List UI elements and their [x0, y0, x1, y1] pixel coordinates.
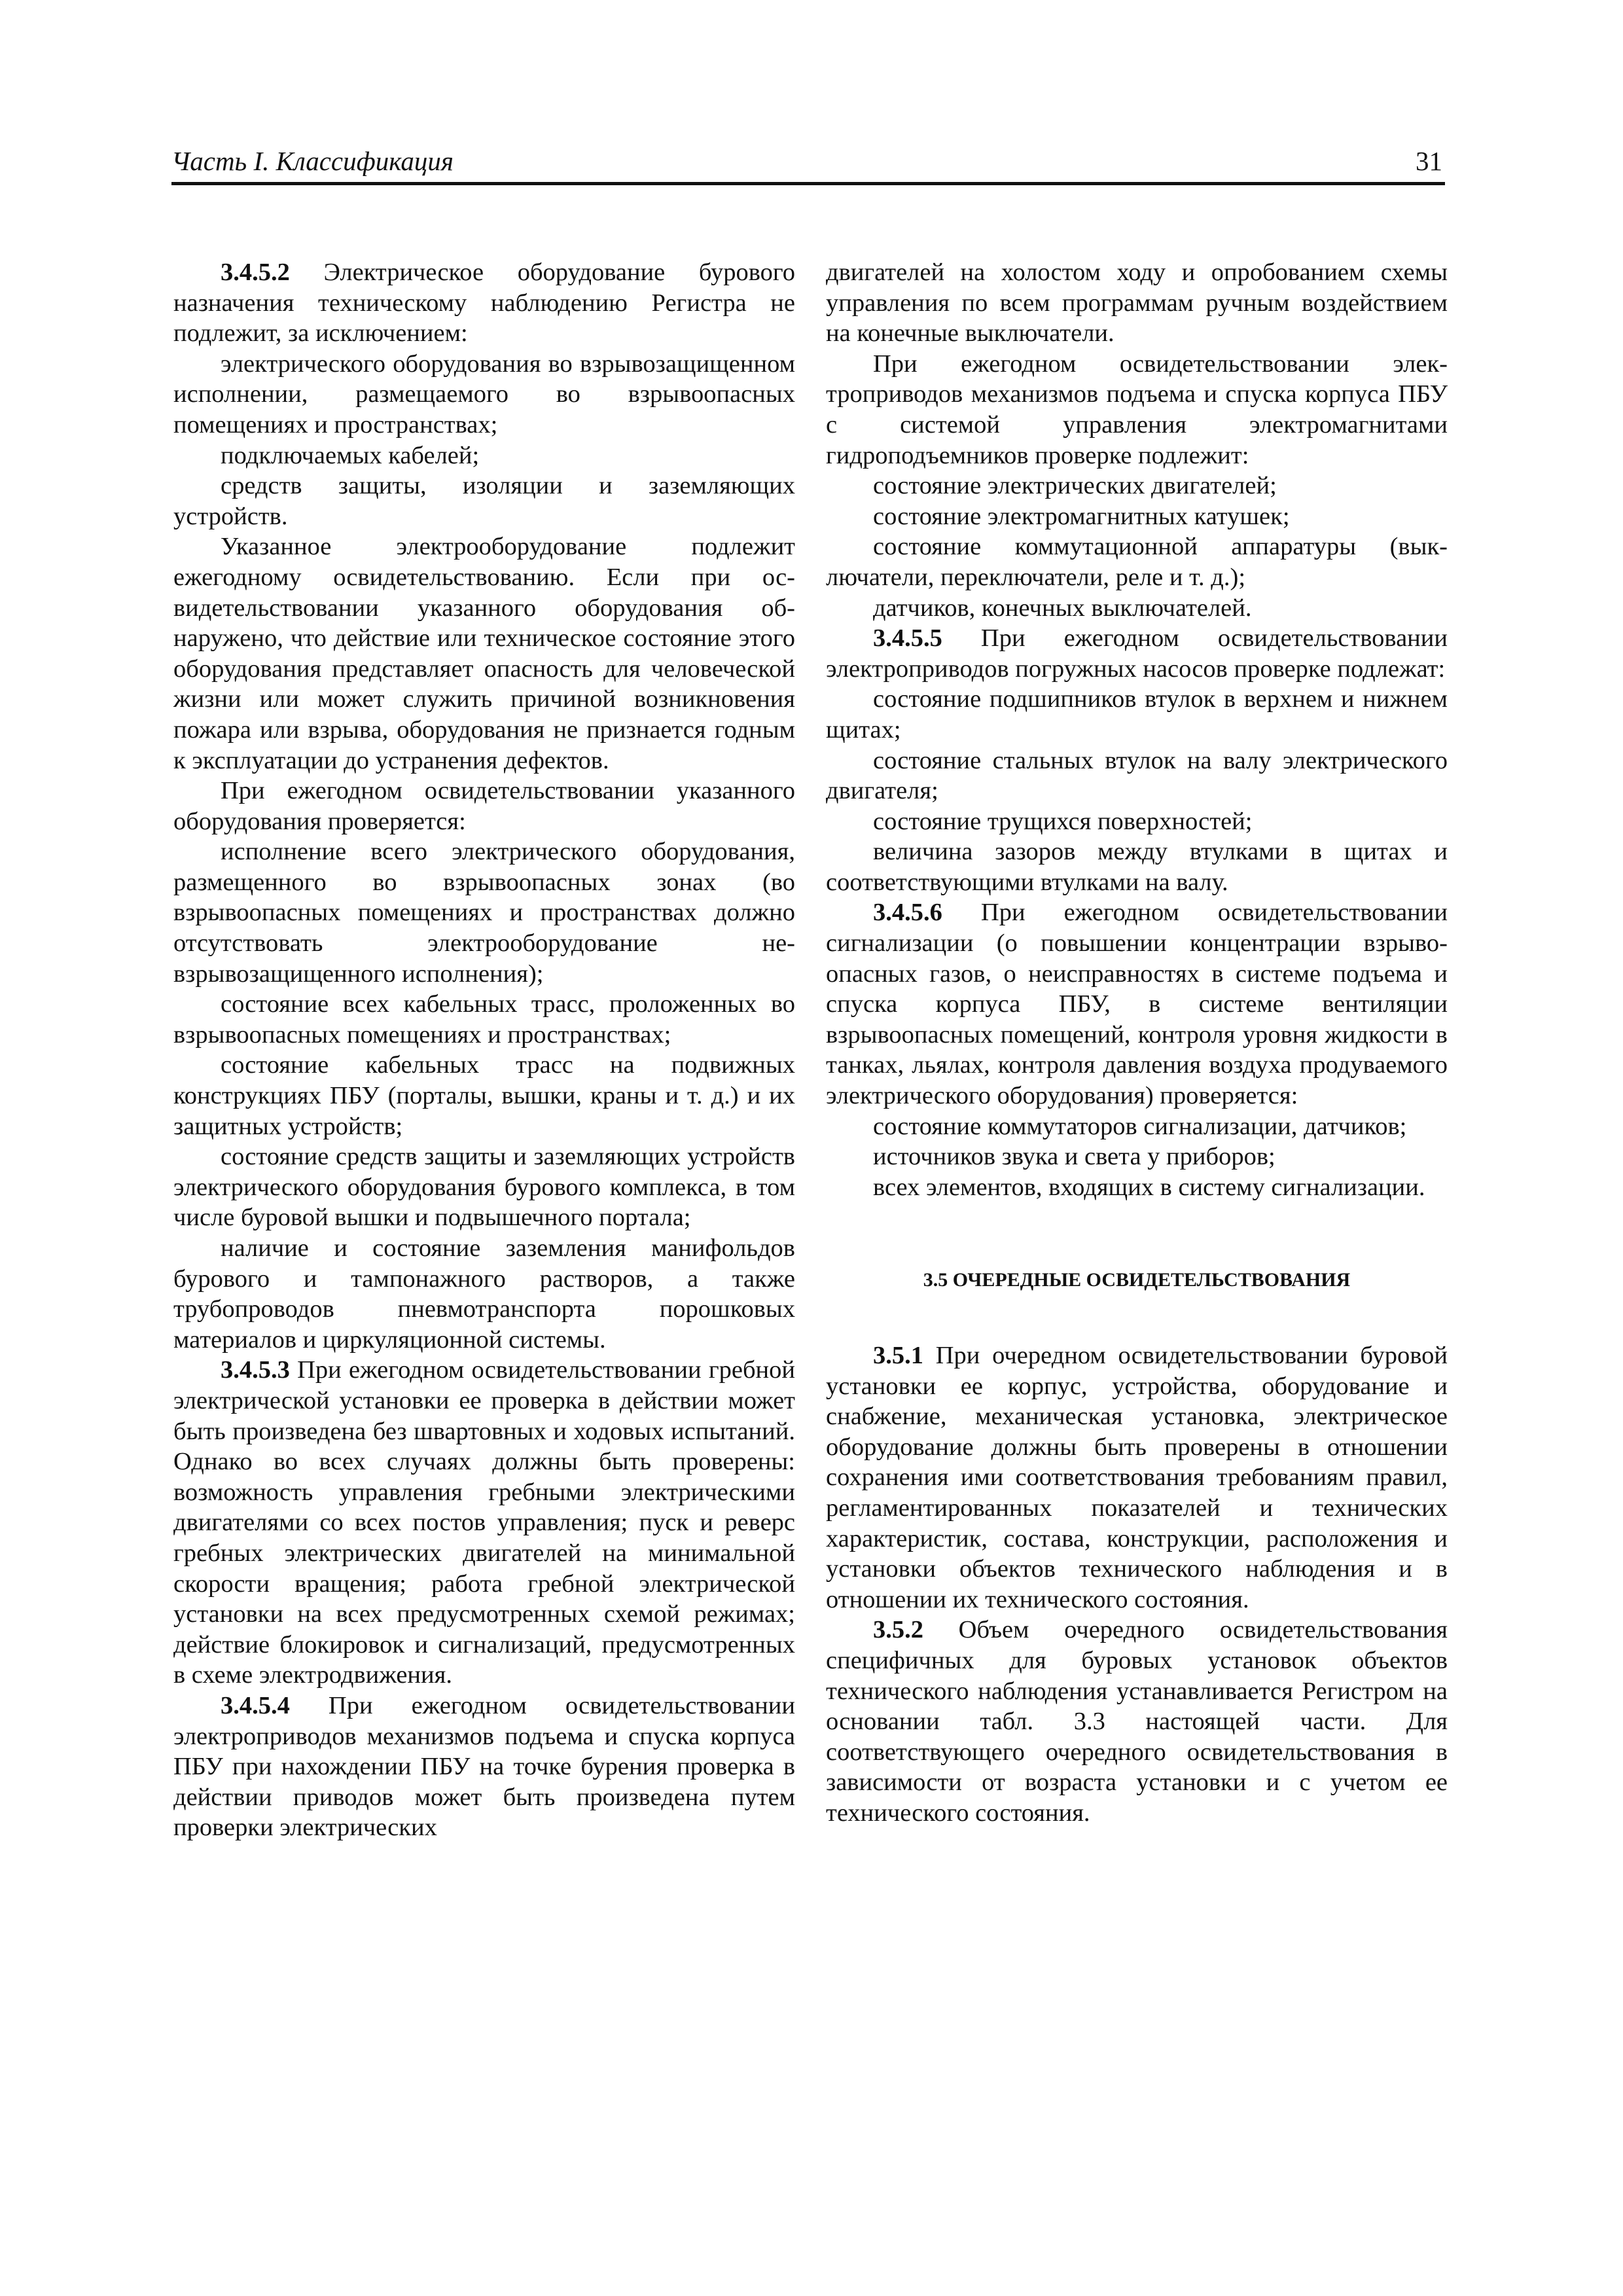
paragraph-text: При ежегодном освидетельствовании сигнализации (о повышении концентрации взрывоопасных газов, о неисправностях в системе подъема и спуска корпуса ПБУ, в системе вентиляции взрывоопасных помещений, контроля уровня жидкости в танках, льялах, контроля давления воздуха продуваемого электрического оборудования) проверяется: — [826, 899, 1448, 1110]
paragraph-text: При ежегодном освидетельствовании указанного оборудования проверяется: — [173, 777, 795, 835]
paragraph-text: двигателей на холостом ходу и опробованием схемы управления по всем программам ручным воздействием на конечные выключатели. — [826, 259, 1448, 348]
numbered-paragraph — [173, 1355, 795, 1691]
paragraph — [826, 1172, 1448, 1203]
paragraph — [173, 349, 795, 440]
paragraph-text: При очередном освидетельствовании буровой установки ее корпус, устройства, оборудование и снабжение, механическая установка, электрическое оборудование должны быть проверены в отношении сохранения ими соответствования требованиям правил, регламентированных показателей и технических характеристик, состава, конструкции, расположения и установки объектов технического наблюдения и в отношении их технического состояния. — [826, 1342, 1448, 1613]
paragraph-text: Объем очередного освидетельствования специфичных для буровых установок объектов технического наблюдения устанавливается Регистром на основании табл. 3.3 настоящей части. Для соответствующего очередного освидетельствования в зависимости от возраста установки и с учетом ее технического состояния. — [826, 1616, 1448, 1827]
paragraph-text: состояние коммутаторов сигнализации, датчиков; — [873, 1112, 1407, 1140]
clause-number: 3.5.2 — [873, 1616, 923, 1644]
paragraph-text: состояние трущихся поверхностей; — [873, 807, 1253, 835]
right-column — [826, 257, 1448, 1829]
paragraph — [173, 836, 795, 989]
paragraph — [173, 531, 795, 776]
paragraph — [826, 501, 1448, 532]
paragraph-text: состояние электрических двигателей; — [873, 472, 1277, 500]
clause-number: 3.4.5.4 — [221, 1691, 290, 1719]
numbered-paragraph — [826, 623, 1448, 684]
paragraph — [826, 1141, 1448, 1172]
paragraph — [826, 349, 1448, 471]
clause-number: 3.4.5.5 — [873, 624, 942, 653]
paragraph — [826, 257, 1448, 349]
paragraph — [826, 836, 1448, 897]
paragraph-text: При ежегодном освидетельствовании электроприводов механизмов подъема и спуска корпуса ПБУ с системой управления электромагнитами гидроподъемников проверке подлежит: — [826, 350, 1448, 469]
paragraph-text: состояние коммутационной аппаратуры (выключатели, переключатели, реле и т. д.); — [826, 533, 1448, 591]
clause-number: 3.5.1 — [873, 1342, 923, 1369]
paragraph-text: состояние электромагнитных катушек; — [873, 502, 1290, 530]
page-number: 31 — [1416, 146, 1442, 176]
paragraph — [173, 1233, 795, 1355]
paragraph-text: При ежегодном освидетельствовании электроприводов механизмов подъема и спуска корпуса ПБУ при нахождении ПБУ на точке бурения проверка в действии приводов может быть произведена путем проверки электрических — [173, 1691, 795, 1842]
paragraph-text: состояние кабельных трасс на подвижных конструкциях ПБУ (порталы, вышки, краны и т. д.) и их защитных устройств; — [173, 1051, 795, 1140]
clause-number: 3.4.5.3 — [221, 1356, 290, 1384]
paragraph — [826, 806, 1448, 837]
paragraph-text: Указанное электрооборудование подлежит ежегодному освидетельствованию. Если при освидетельствовании указанного оборудования обнаружено, что действие или техническое состояние этого оборудования представляет опасность для человеческой жизни или может служить причиной возникновения пожара или взрыва, оборудования не признается годным к эксплуатации до устранения дефектов. — [173, 533, 795, 774]
paragraph — [173, 1141, 795, 1233]
paragraph — [826, 1111, 1448, 1142]
paragraph-text: источников звука и света у приборов; — [873, 1143, 1275, 1171]
paragraph-text: всех элементов, входящих в систему сигнализации. — [873, 1173, 1425, 1201]
paragraph-text: подключаемых кабелей; — [221, 441, 480, 469]
numbered-paragraph — [173, 1691, 795, 1843]
paragraph-text: средств защиты, изоляции и заземляющих устройств. — [173, 472, 795, 530]
paragraph-text: состояние подшипников втулок в верхнем и нижнем щитах; — [826, 685, 1448, 744]
numbered-paragraph — [173, 257, 795, 349]
header-section-title: Часть I. Классификация — [171, 146, 454, 176]
paragraph — [826, 684, 1448, 745]
paragraph — [173, 1050, 795, 1141]
numbered-paragraph — [826, 1615, 1448, 1828]
left-column — [173, 257, 795, 1843]
paragraph — [826, 531, 1448, 592]
section-heading: 3.5 ОЧЕРЕДНЫЕ ОСВИДЕТЕЛЬСТВОВАНИЯ — [923, 1269, 1351, 1291]
paragraph-text: электрического оборудования во взрывозащищенном исполнении, размещаемого во взрывоопасных помещениях и пространствах; — [173, 350, 795, 439]
paragraph — [173, 989, 795, 1050]
paragraph-text: состояние средств защиты и заземляющих устройств электрического оборудования бурового комплекса, в том числе буровой вышки и подвышечного портала; — [173, 1143, 795, 1232]
paragraph — [826, 745, 1448, 806]
numbered-paragraph — [826, 1340, 1448, 1615]
paragraph — [173, 471, 795, 531]
paragraph-text: наличие и состояние заземления манифольдов бурового и тампонажного растворов, а также трубопроводов пневмотранспорта порошковых материалов и циркуляционной системы. — [173, 1234, 795, 1354]
clause-number: 3.4.5.2 — [221, 259, 290, 286]
paragraph-text: состояние всех кабельных трасс, проложенных во взрывоопасных помещениях и пространствах; — [173, 990, 795, 1049]
paragraph — [826, 593, 1448, 624]
clause-number: 3.4.5.6 — [873, 899, 942, 927]
paragraph-text: исполнение всего электрического оборудования, размещенного во взрывоопасных зонах (во взрывоопасных помещениях и пространствах должно отсутствовать электрооборудование невзрывозащищенного исполнения); — [173, 838, 795, 988]
paragraph-text: При ежегодном освидетельствовании гребной электрической установки ее проверка в действии может быть произведена без швартовных и ходовых испытаний. Однако во всех случаях должны быть проверены: возможность управления гребными электрическими двигателями со всех постов управления; пуск и реверс гребных электрических двигателей на минимальной скорости вращения; работа гребной электрической установки на всех предусмотренных схемой режимах; действие блокировок и сигнализаций, предусмотренных в схеме электродвижения. — [173, 1356, 795, 1689]
paragraph — [826, 471, 1448, 501]
paragraph-text: Электрическое оборудование бурового назначения техническому наблюдению Регистра не подлежит, за исключением: — [173, 259, 795, 348]
paragraph-text: датчиков, конечных выключателей. — [873, 594, 1252, 622]
paragraph — [173, 440, 795, 471]
paragraph — [173, 776, 795, 836]
numbered-paragraph — [826, 897, 1448, 1111]
paragraph-text: величина зазоров между втулками в щитах и соответствующими втулками на валу. — [826, 838, 1448, 896]
paragraph-text: При ежегодном освидетельствовании электроприводов погружных насосов проверке подлежат: — [826, 624, 1448, 683]
running-header — [171, 143, 1445, 185]
paragraph-text: состояние стальных втулок на валу электрического двигателя; — [826, 746, 1448, 805]
